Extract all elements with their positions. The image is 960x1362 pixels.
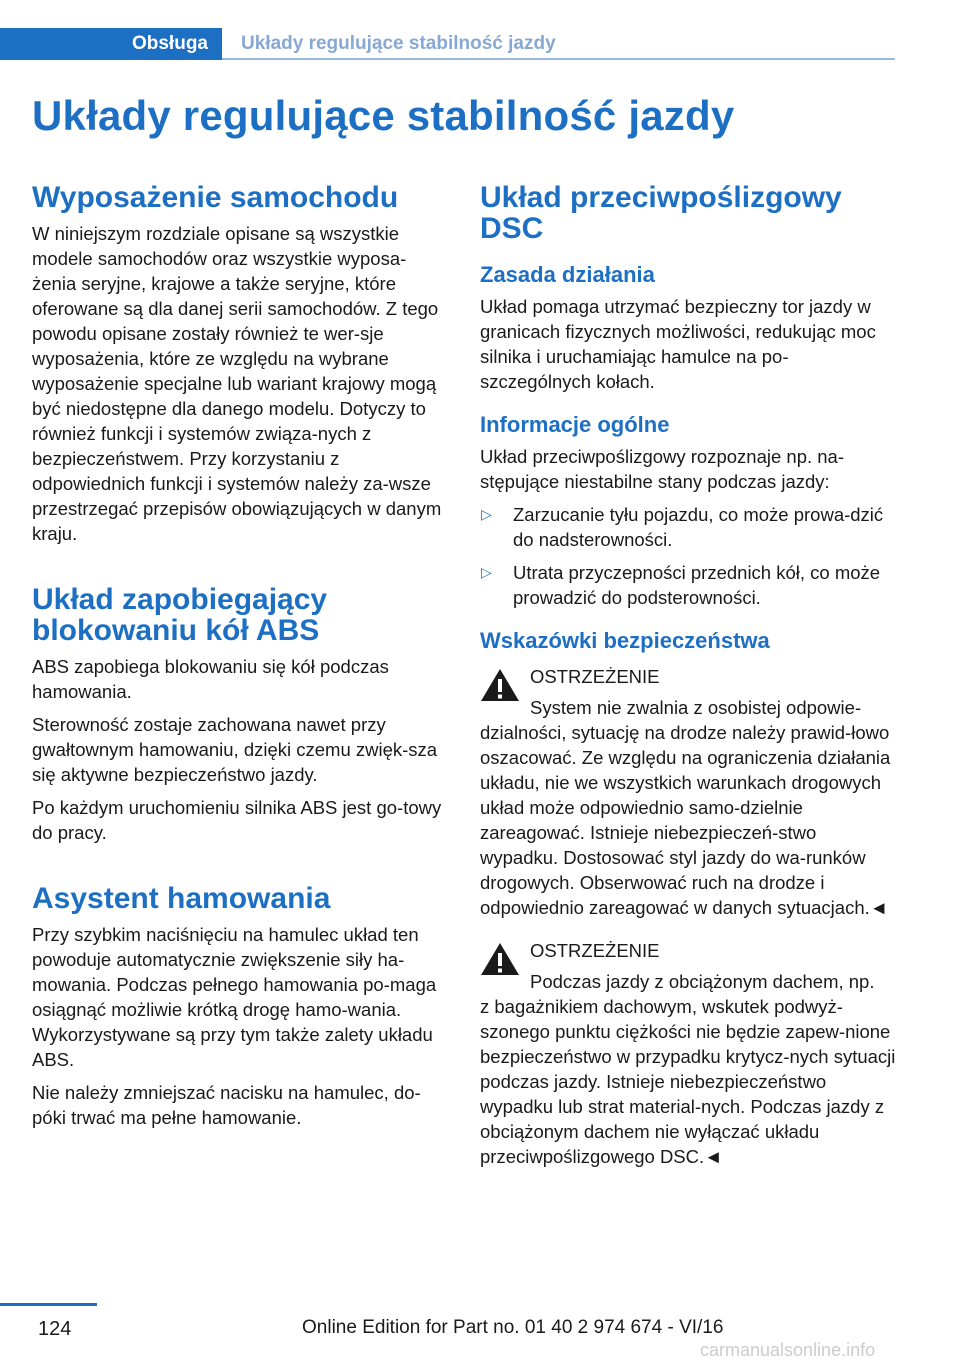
instability-list: [480, 502, 898, 610]
principle-heading: Zasada działania: [480, 262, 655, 287]
abs-heading: Układ zapobiegający blokowaniu kół ABS: [32, 583, 328, 647]
page-header: [0, 28, 895, 62]
warning-block: [480, 664, 898, 920]
triangle-bullet-icon: ▷: [481, 506, 492, 522]
edition-note: Online Edition for Part no. 01 40 2 974 674 - VI/16: [302, 1317, 724, 1338]
warning-triangle-icon: [480, 942, 520, 976]
safety-heading: Wskazówki bezpieczeństwa: [480, 628, 770, 653]
warning-text-start: Podczas jazdy z obciążonym dachem, np.: [530, 971, 875, 992]
abs-paragraph-1: ABS zapobiega blokowaniu się kół podczas hamowania.: [32, 656, 389, 702]
brake-assist-heading: Asystent hamowania: [32, 882, 331, 915]
list-item: [480, 502, 898, 552]
list-item: [480, 560, 898, 610]
right-column: [480, 182, 898, 1187]
warning-text: dzialności, sytuację na drodze należy prawid‐łowo oszacować. Ze względu na ograniczenia działania układu, nie we wszystkich warunkach drogowych układ może odpowiednio samo‐dzielnie zareagować. Istnieje niebezpieczeń‐stwo wypadku. Dostosować styl jazdy do wa‐runków drogowych. Obserwować ruch na drodze i odpowiednio zareagować w danych sytuacjach.◄: [480, 722, 891, 918]
header-rule: [222, 58, 895, 60]
dsc-heading: Układ przeciwpoślizgowy DSC: [480, 181, 842, 245]
section-tab[interactable]: Obsługa: [0, 28, 222, 60]
list-item-text: Zarzucanie tyłu pojazdu, co może prowa‐dzić do nadsterowności.: [513, 504, 884, 550]
warning-text: z bagażnikiem dachowym, wskutek podwyż‐szonego punktu ciężkości nie będzie zapew‐nione bezpieczeństwo w przypadku krytycz‐nych sytuacji podczas jazdy. Istnieje niebezpieczeństwo wypadku lub strat material‐nych. Podczas jazdy z obciążonym dachem nie wyłączać układu przeciwpoślizgowego DSC.◄: [480, 996, 896, 1167]
triangle-bullet-icon: ▷: [481, 564, 492, 580]
warning-title: OSTRZEŻENIE: [530, 940, 660, 961]
warning-block: [480, 938, 898, 1169]
equipment-heading: Wyposażenie samochodu: [32, 181, 399, 214]
principle-text: Układ pomaga utrzymać bezpieczny tor jazdy w granicach fizycznych możliwości, redukując moc silnika i uruchamiając hamulce na po‐szczególnych kołach.: [480, 296, 876, 392]
watermark: carmanualsonline.info: [700, 1340, 876, 1360]
general-heading: Informacje ogólne: [480, 412, 670, 437]
general-text: Układ przeciwpoślizgowy rozpoznaje np. na‐stępujące niestabilne stany podczas jazdy:: [480, 446, 845, 492]
page-title: Układy regulujące stabilność jazdy: [32, 92, 735, 139]
warning-title: OSTRZEŻENIE: [530, 666, 660, 687]
warning-triangle-icon: [480, 668, 520, 702]
left-column: [32, 182, 450, 1138]
page-number: 124: [38, 1318, 72, 1340]
warning-text-start: System nie zwalnia z osobistej odpowie‐: [530, 697, 862, 718]
abs-paragraph-2: Sterowność zostaje zachowana nawet przy gwałtownym hamowaniu, dzięki czemu zwięk‐sza się aktywne bezpieczeństwo jazdy.: [32, 714, 438, 785]
list-item-text: Utrata przyczepności przednich kół, co może prowadzić do podsterowności.: [513, 562, 881, 608]
brake-assist-paragraph-1: Przy szybkim naciśnięciu na hamulec układ ten powoduje automatycznie zwiększenie siły ha‐mowania. Podczas pełnego hamowania po‐maga osiągnąć możliwie krótką drogę hamo‐wania. Wykorzystywane są przy tym także zalety układu ABS.: [32, 924, 437, 1070]
equipment-text: W niniejszym rozdziale opisane są wszystkie modele samochodów oraz wszystkie wyposa‐żenia seryjne, krajowe a także seryjne, które oferowane są dla danej serii samochodów. Z tego powodu opisane zostały również te wer‐sje wyposażenia, które ze względu na wybrane wyposażenie specjalne lub wariant krajowy mogą być niedostępne dla danego modelu. Dotyczy to również funkcji i systemów związa‐nych z bezpieczeństwem. Przy korzystaniu z odpowiednich funkcji i systemów należy za‐wsze przestrzegać przepisów obowiązujących w danym kraju.: [32, 223, 442, 544]
footer-rule: [0, 1303, 97, 1306]
chapter-title[interactable]: Układy regulujące stabilność jazdy: [241, 33, 556, 54]
brake-assist-paragraph-2: Nie należy zmniejszać nacisku na hamulec, do‐póki trwać ma pełne hamowanie.: [32, 1082, 421, 1128]
abs-paragraph-3: Po każdym uruchomieniu silnika ABS jest go‐towy do pracy.: [32, 797, 442, 843]
